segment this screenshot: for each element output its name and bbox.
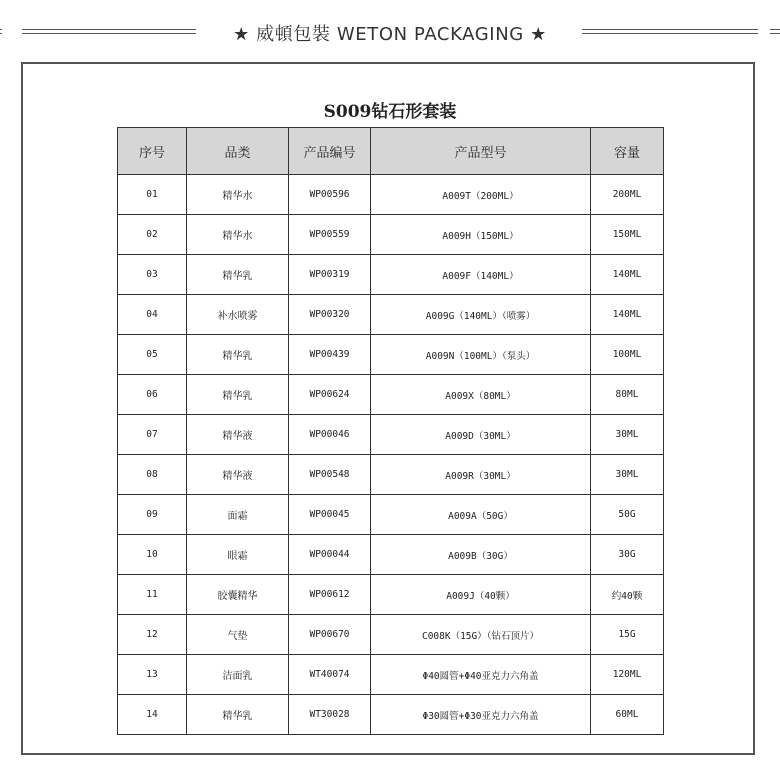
cell-model: A009F（140ML） <box>371 255 591 295</box>
cell-model: A009X（80ML） <box>371 375 591 415</box>
cell-no: 14 <box>118 695 187 735</box>
cell-no: 10 <box>118 535 187 575</box>
table-row <box>118 255 664 295</box>
cell-capacity: 120ML <box>591 655 664 695</box>
cell-model: Φ30圆管+Φ30亚克力六角盖 <box>371 695 591 735</box>
cell-category: 眼霜 <box>187 535 289 575</box>
decorative-line <box>22 29 196 34</box>
brand-header <box>0 18 780 48</box>
cell-no: 13 <box>118 655 187 695</box>
cell-no: 12 <box>118 615 187 655</box>
cell-code: WP00670 <box>289 615 371 655</box>
cell-no: 04 <box>118 295 187 335</box>
decorative-line <box>770 29 780 34</box>
cell-code: WP00044 <box>289 535 371 575</box>
cell-model: Φ40圆管+Φ40亚克力六角盖 <box>371 655 591 695</box>
cell-capacity: 100ML <box>591 335 664 375</box>
cell-no: 07 <box>118 415 187 455</box>
cell-code: WP00045 <box>289 495 371 535</box>
column-header-no: 序号 <box>118 128 187 175</box>
cell-no: 03 <box>118 255 187 295</box>
decorative-line <box>0 29 2 34</box>
table-title: S009钻石形套装 <box>323 102 457 122</box>
cell-capacity: 140ML <box>591 255 664 295</box>
column-header-capacity: 容量 <box>591 128 664 175</box>
cell-model: A009A（50G） <box>371 495 591 535</box>
cell-category: 精华水 <box>187 175 289 215</box>
table-row <box>118 175 664 215</box>
table-row <box>118 575 664 615</box>
column-header-category: 品类 <box>187 128 289 175</box>
cell-capacity: 140ML <box>591 295 664 335</box>
cell-no: 08 <box>118 455 187 495</box>
cell-category: 精华水 <box>187 215 289 255</box>
cell-model: A009G（140ML）（喷雾） <box>371 295 591 335</box>
cell-category: 气垫 <box>187 615 289 655</box>
cell-model: A009T（200ML） <box>371 175 591 215</box>
table-row <box>118 375 664 415</box>
cell-capacity: 150ML <box>591 215 664 255</box>
cell-model: A009J（40颗） <box>371 575 591 615</box>
cell-capacity: 60ML <box>591 695 664 735</box>
cell-no: 11 <box>118 575 187 615</box>
cell-code: WP00559 <box>289 215 371 255</box>
table-row <box>118 655 664 695</box>
cell-category: 精华乳 <box>187 695 289 735</box>
cell-category: 洁面乳 <box>187 655 289 695</box>
table-row <box>118 455 664 495</box>
cell-code: WP00612 <box>289 575 371 615</box>
cell-code: WT40074 <box>289 655 371 695</box>
cell-no: 09 <box>118 495 187 535</box>
column-header-model: 产品型号 <box>371 128 591 175</box>
cell-model: A009H（150ML） <box>371 215 591 255</box>
cell-model: A009N（100ML）（泵头） <box>371 335 591 375</box>
table-row <box>118 415 664 455</box>
cell-capacity: 30ML <box>591 455 664 495</box>
cell-no: 02 <box>118 215 187 255</box>
cell-category: 面霜 <box>187 495 289 535</box>
brand-title: ★ 威頓包裝 WETON PACKAGING ★ <box>233 24 547 45</box>
cell-code: WP00319 <box>289 255 371 295</box>
cell-category: 胶囊精华 <box>187 575 289 615</box>
decorative-line <box>582 29 758 34</box>
table-row <box>118 615 664 655</box>
cell-no: 01 <box>118 175 187 215</box>
cell-capacity: 30G <box>591 535 664 575</box>
cell-code: WP00624 <box>289 375 371 415</box>
cell-category: 补水喷雾 <box>187 295 289 335</box>
cell-category: 精华液 <box>187 455 289 495</box>
product-spec-table <box>117 127 664 735</box>
cell-code: WP00046 <box>289 415 371 455</box>
cell-capacity: 约40颗 <box>591 575 664 615</box>
column-header-code: 产品编号 <box>289 128 371 175</box>
table-row <box>118 215 664 255</box>
cell-code: WP00548 <box>289 455 371 495</box>
cell-code: WT30028 <box>289 695 371 735</box>
cell-model: A009D（30ML） <box>371 415 591 455</box>
cell-model: A009B（30G） <box>371 535 591 575</box>
cell-code: WP00439 <box>289 335 371 375</box>
cell-capacity: 200ML <box>591 175 664 215</box>
cell-capacity: 15G <box>591 615 664 655</box>
cell-model: A009R（30ML） <box>371 455 591 495</box>
table-row <box>118 295 664 335</box>
table-row <box>118 495 664 535</box>
cell-category: 精华液 <box>187 415 289 455</box>
cell-category: 精华乳 <box>187 255 289 295</box>
cell-capacity: 50G <box>591 495 664 535</box>
cell-capacity: 30ML <box>591 415 664 455</box>
table-row <box>118 335 664 375</box>
table-row <box>118 535 664 575</box>
table-header-row <box>118 128 664 175</box>
cell-capacity: 80ML <box>591 375 664 415</box>
cell-category: 精华乳 <box>187 375 289 415</box>
cell-category: 精华乳 <box>187 335 289 375</box>
cell-no: 06 <box>118 375 187 415</box>
cell-no: 05 <box>118 335 187 375</box>
cell-code: WP00320 <box>289 295 371 335</box>
cell-model: C008K（15G）（钻石顶片） <box>371 615 591 655</box>
table-row <box>118 695 664 735</box>
cell-code: WP00596 <box>289 175 371 215</box>
table-body <box>118 175 664 735</box>
